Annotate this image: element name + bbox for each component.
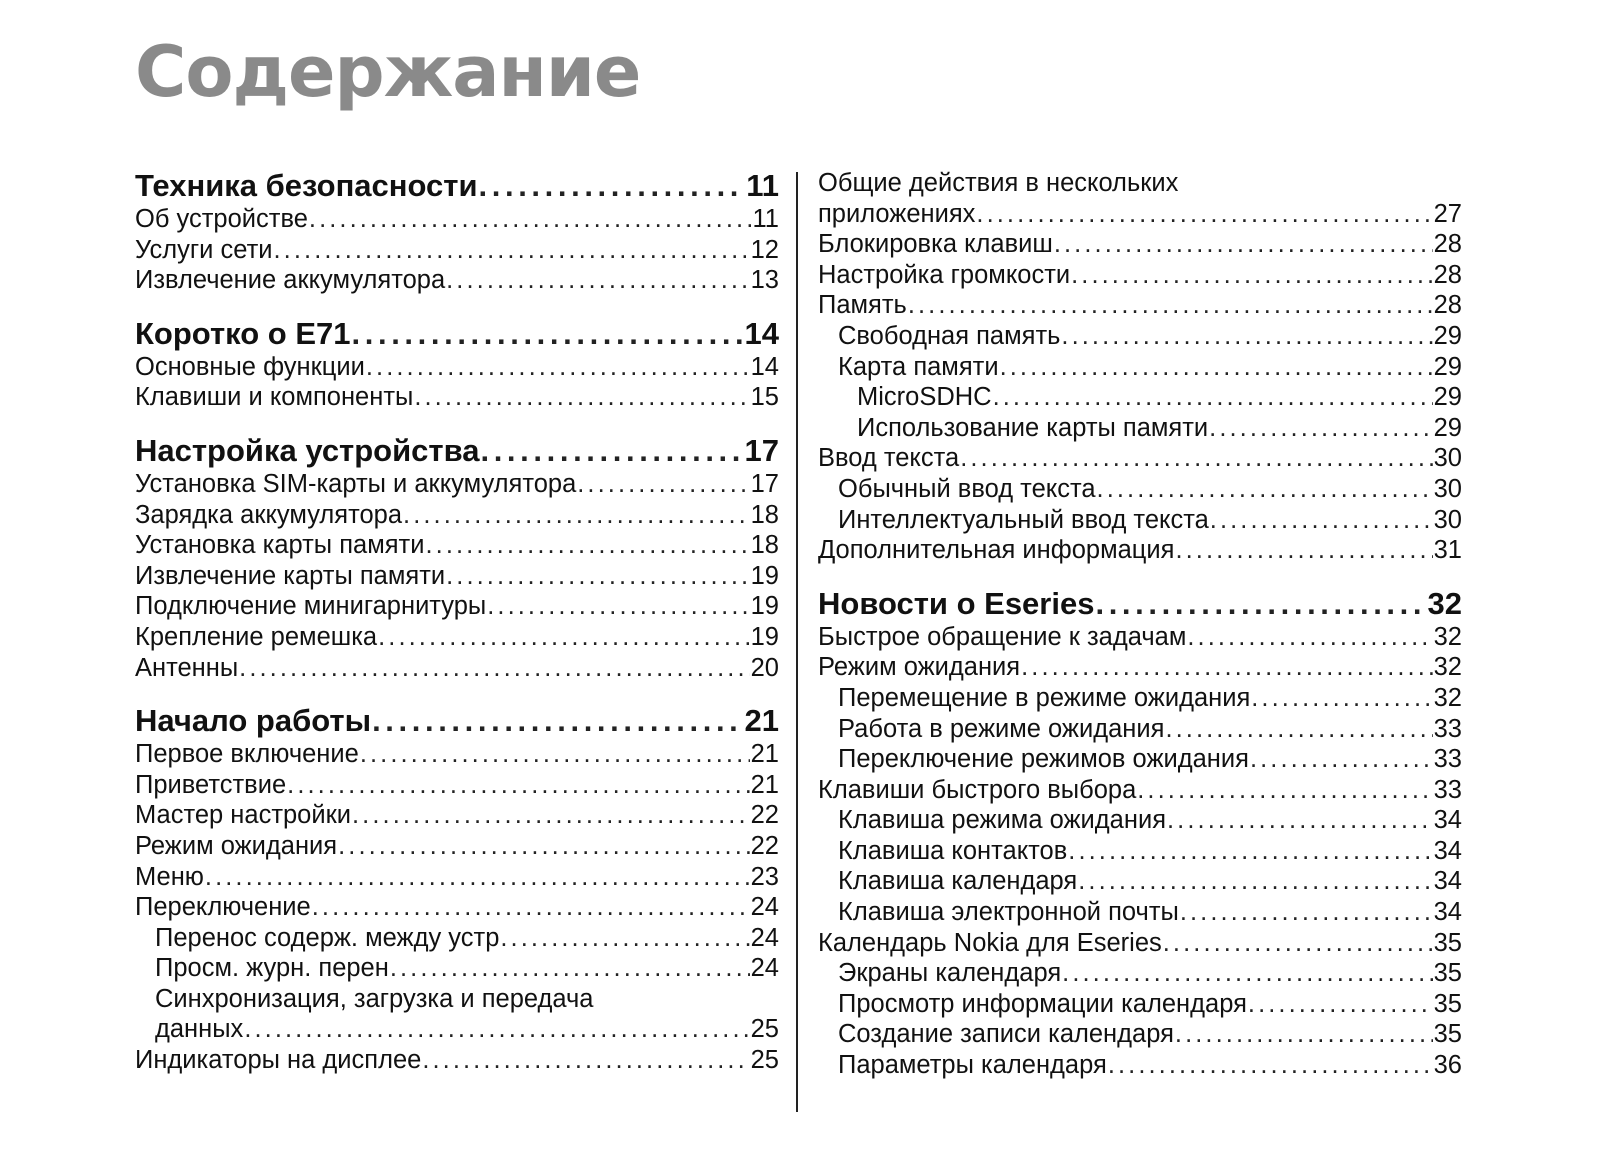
toc-page-number: 29 bbox=[1433, 321, 1462, 350]
toc-entry-label: MicroSDHC bbox=[857, 383, 992, 412]
toc-entry-label: Параметры календаря bbox=[838, 1051, 1107, 1080]
toc-entry[interactable] bbox=[135, 265, 779, 296]
dot-leader bbox=[1097, 474, 1433, 505]
toc-entry[interactable] bbox=[818, 622, 1462, 653]
toc-entry[interactable] bbox=[818, 652, 1462, 683]
dot-leader bbox=[487, 591, 749, 622]
toc-entry-label: Мастер настройки bbox=[135, 801, 352, 830]
toc-page-number: 34 bbox=[1433, 898, 1462, 927]
dot-leader bbox=[360, 739, 750, 770]
toc-page-number: 22 bbox=[750, 801, 779, 830]
toc-entry[interactable] bbox=[135, 561, 779, 592]
toc-entry-label: Установка SIM-карты и аккумулятора bbox=[135, 469, 577, 498]
toc-entry[interactable] bbox=[135, 500, 779, 531]
toc-page-number: 35 bbox=[1433, 959, 1462, 988]
toc-entry-label: Переключение bbox=[135, 893, 311, 922]
dot-leader bbox=[1021, 652, 1433, 683]
toc-entry[interactable] bbox=[818, 989, 1462, 1020]
toc-entry-label: Клавиши и компоненты bbox=[135, 383, 414, 412]
toc-entry[interactable] bbox=[135, 591, 779, 622]
page-title: Содержание bbox=[135, 31, 641, 113]
toc-entry-label: Настройка громкости bbox=[818, 260, 1071, 289]
toc-page-number: 33 bbox=[1433, 745, 1462, 774]
dot-leader bbox=[1062, 958, 1432, 989]
toc-entry-label: приложениях bbox=[818, 199, 976, 228]
toc-entry-label: Антенны bbox=[135, 653, 239, 682]
toc-page-number: 31 bbox=[1433, 536, 1462, 565]
toc-entry-label: Начало работы bbox=[135, 703, 372, 739]
toc-entry[interactable] bbox=[135, 1014, 779, 1045]
toc-chapter-heading[interactable] bbox=[135, 703, 779, 739]
toc-entry-label: Клавиша режима ожидания bbox=[838, 806, 1167, 835]
toc-page-number: 22 bbox=[750, 831, 779, 860]
dot-leader bbox=[366, 352, 750, 383]
toc-entry[interactable] bbox=[818, 382, 1462, 413]
toc-page-number: 34 bbox=[1433, 867, 1462, 896]
toc-entry[interactable] bbox=[818, 413, 1462, 444]
dot-leader bbox=[378, 622, 750, 653]
toc-entry-label: Создание записи календаря bbox=[838, 1020, 1174, 1049]
toc-page-number: 29 bbox=[1433, 352, 1462, 381]
toc-entry[interactable] bbox=[818, 775, 1462, 806]
toc-page-number: 14 bbox=[750, 352, 779, 381]
toc-entry-label: Извлечение аккумулятора bbox=[135, 266, 446, 295]
toc-entry[interactable] bbox=[818, 1050, 1462, 1081]
toc-page-number: 25 bbox=[750, 1015, 779, 1044]
dot-leader bbox=[312, 892, 750, 923]
toc-page-number: 32 bbox=[1427, 585, 1462, 621]
toc-entry[interactable] bbox=[818, 443, 1462, 474]
toc-page-number: 34 bbox=[1433, 836, 1462, 865]
dot-leader bbox=[1054, 229, 1433, 260]
dot-leader bbox=[479, 168, 746, 204]
toc-page-number: 30 bbox=[1433, 474, 1462, 503]
dot-leader bbox=[1108, 1050, 1433, 1081]
toc-entry-label: Клавиша календаря bbox=[838, 867, 1078, 896]
toc-page-number: 21 bbox=[750, 770, 779, 799]
toc-entry-label: Извлечение карты памяти bbox=[135, 561, 446, 590]
toc-chapter-heading[interactable] bbox=[818, 586, 1462, 622]
toc-page-number: 25 bbox=[750, 1046, 779, 1075]
toc-entry-label: данных bbox=[155, 1015, 244, 1044]
dot-leader bbox=[1167, 805, 1433, 836]
dot-leader bbox=[446, 561, 750, 592]
toc-page-number: 13 bbox=[750, 266, 779, 295]
dot-leader bbox=[274, 235, 750, 266]
toc-page-number: 11 bbox=[752, 205, 779, 233]
toc-entry[interactable] bbox=[135, 923, 779, 954]
toc-chapter-heading[interactable] bbox=[135, 316, 779, 352]
toc-entry[interactable] bbox=[135, 739, 779, 770]
toc-entry-label: Приветствие bbox=[135, 770, 287, 799]
toc-chapter-heading[interactable] bbox=[135, 433, 779, 469]
toc-page-number: 32 bbox=[1433, 683, 1462, 712]
column-divider bbox=[796, 172, 798, 1112]
toc-entry[interactable] bbox=[818, 1019, 1462, 1050]
dot-leader bbox=[205, 862, 750, 893]
dot-leader bbox=[352, 316, 744, 352]
toc-page-number: 19 bbox=[750, 592, 779, 621]
toc-entry-label: Индикаторы на дисплее bbox=[135, 1046, 422, 1075]
toc-entry[interactable] bbox=[135, 653, 779, 684]
toc-page-number: 33 bbox=[1433, 775, 1462, 804]
dot-leader bbox=[403, 500, 750, 531]
toc-entry[interactable] bbox=[135, 530, 779, 561]
dot-leader bbox=[352, 800, 750, 831]
toc-page-number: 30 bbox=[1433, 444, 1462, 473]
dot-leader bbox=[1180, 897, 1433, 928]
toc-entry-label: Настройка устройства bbox=[135, 432, 480, 468]
toc-entry[interactable] bbox=[818, 897, 1462, 928]
toc-entry[interactable] bbox=[818, 928, 1462, 959]
dot-leader bbox=[1000, 352, 1433, 383]
toc-entry-label: Использование карты памяти bbox=[857, 413, 1209, 442]
toc-entry-label: Перемещение в режиме ожидания bbox=[838, 683, 1251, 712]
toc-entry-label: Карта памяти bbox=[838, 352, 999, 381]
dot-leader bbox=[390, 953, 750, 984]
dot-leader bbox=[239, 653, 749, 684]
toc-entry-label: Техника безопасности bbox=[135, 168, 478, 203]
dot-leader bbox=[1210, 505, 1433, 536]
toc-page-number: 28 bbox=[1433, 230, 1462, 259]
dot-leader bbox=[244, 1014, 749, 1045]
dot-leader bbox=[1248, 989, 1433, 1020]
toc-page-number: 17 bbox=[744, 432, 779, 468]
dot-leader bbox=[1068, 836, 1432, 867]
toc-entry-label: Режим ожидания bbox=[818, 653, 1021, 682]
toc-entry-label: Ввод текста bbox=[818, 444, 960, 473]
toc-entry[interactable] bbox=[818, 958, 1462, 989]
toc-entry-label: Новости о Eseries bbox=[818, 585, 1095, 621]
toc-entry[interactable] bbox=[135, 892, 779, 923]
toc-page-number: 28 bbox=[1433, 291, 1462, 320]
toc-page-number: 24 bbox=[750, 893, 779, 922]
toc-page-number: 12 bbox=[750, 235, 779, 264]
toc-entry[interactable] bbox=[135, 770, 779, 801]
dot-leader bbox=[422, 1045, 749, 1076]
toc-entry-label: Быстрое обращение к задачам bbox=[818, 622, 1187, 651]
toc-entry-label: Свободная память bbox=[838, 321, 1061, 350]
toc-chapter-heading[interactable] bbox=[135, 168, 779, 204]
dot-leader bbox=[414, 382, 749, 413]
dot-leader bbox=[1061, 321, 1432, 352]
dot-leader bbox=[425, 530, 749, 561]
toc-entry[interactable] bbox=[818, 229, 1462, 260]
toc-entry[interactable] bbox=[818, 474, 1462, 505]
toc-entry-label: Клавиши быстрого выбора bbox=[818, 775, 1137, 804]
dot-leader bbox=[338, 831, 750, 862]
toc-entry-label: Об устройстве bbox=[135, 205, 308, 233]
toc-entry[interactable] bbox=[818, 260, 1462, 291]
toc-entry-label: Просмотр информации календаря bbox=[838, 989, 1247, 1018]
dot-leader bbox=[1187, 622, 1432, 653]
toc-entry-label: Дополнительная информация bbox=[818, 536, 1175, 565]
toc-entry-label: Подключение минигарнитуры bbox=[135, 592, 487, 621]
toc-page-number: 18 bbox=[750, 531, 779, 560]
toc-entry-label: Календарь Nokia для Eseries bbox=[818, 928, 1162, 957]
toc-entry-label: Клавиша электронной почты bbox=[838, 898, 1179, 927]
toc-entry-label: Клавиша контактов bbox=[838, 836, 1068, 865]
toc-entry-label: Память bbox=[818, 291, 907, 320]
toc-entry-label-line: Синхронизация, загрузка и передача bbox=[155, 984, 594, 1013]
toc-entry[interactable] bbox=[818, 714, 1462, 745]
dot-leader bbox=[1250, 744, 1433, 775]
toc-page-number: 18 bbox=[750, 500, 779, 529]
toc-page-number: 11 bbox=[746, 168, 779, 203]
toc-entry[interactable] bbox=[818, 805, 1462, 836]
toc-entry-label: Крепление ремешка bbox=[135, 622, 378, 651]
toc-entry[interactable] bbox=[135, 469, 779, 500]
toc-page-number: 32 bbox=[1433, 653, 1462, 682]
toc-right-column bbox=[818, 168, 1462, 1081]
toc-page-number: 21 bbox=[744, 703, 779, 739]
toc-entry-label: Услуги сети bbox=[135, 235, 273, 264]
toc-page-number: 29 bbox=[1433, 383, 1462, 412]
toc-page-number: 33 bbox=[1433, 714, 1462, 743]
toc-entry[interactable] bbox=[818, 321, 1462, 352]
toc-page-number: 21 bbox=[750, 740, 779, 769]
toc-page-number: 30 bbox=[1433, 505, 1462, 534]
dot-leader bbox=[1251, 683, 1432, 714]
toc-entry[interactable] bbox=[818, 683, 1462, 714]
toc-page-number: 36 bbox=[1433, 1051, 1462, 1080]
dot-leader bbox=[1175, 535, 1432, 566]
dot-leader bbox=[500, 923, 749, 954]
toc-entry-label: Режим ожидания bbox=[135, 831, 338, 860]
toc-entry[interactable] bbox=[818, 352, 1462, 383]
toc-page-number: 23 bbox=[750, 862, 779, 891]
toc-entry[interactable] bbox=[135, 204, 779, 235]
toc-entry-label: Перенос содерж. между устр bbox=[155, 923, 500, 952]
dot-leader bbox=[976, 199, 1432, 230]
toc-page-number: 19 bbox=[750, 622, 779, 651]
dot-leader bbox=[1078, 866, 1432, 897]
toc-page-number: 15 bbox=[750, 383, 779, 412]
dot-leader bbox=[1175, 1019, 1433, 1050]
toc-page-number: 32 bbox=[1433, 622, 1462, 651]
dot-leader bbox=[1095, 586, 1426, 622]
toc-entry[interactable] bbox=[818, 836, 1462, 867]
toc-entry-label: Зарядка аккумулятора bbox=[135, 500, 403, 529]
dot-leader bbox=[446, 265, 749, 296]
toc-entry-label: Меню bbox=[135, 862, 204, 891]
toc-entry[interactable] bbox=[818, 744, 1462, 775]
toc-entry[interactable] bbox=[135, 1045, 779, 1076]
toc-entry-label-line: Общие действия в нескольких bbox=[818, 169, 1179, 197]
dot-leader bbox=[993, 382, 1433, 413]
dot-leader bbox=[960, 443, 1432, 474]
toc-entry[interactable] bbox=[135, 831, 779, 862]
toc-page-number: 34 bbox=[1433, 806, 1462, 835]
toc-left-column bbox=[135, 168, 779, 1076]
toc-entry-label: Просм. журн. перен bbox=[155, 954, 389, 983]
dot-leader bbox=[1209, 413, 1432, 444]
toc-entry[interactable] bbox=[818, 290, 1462, 321]
toc-page-number: 20 bbox=[750, 653, 779, 682]
toc-page-number: 24 bbox=[750, 954, 779, 983]
toc-entry[interactable] bbox=[818, 866, 1462, 897]
dot-leader bbox=[577, 469, 749, 500]
toc-page-number: 35 bbox=[1433, 928, 1462, 957]
toc-page-number: 28 bbox=[1433, 260, 1462, 289]
dot-leader bbox=[908, 290, 1433, 321]
toc-entry-label: Установка карты памяти bbox=[135, 531, 425, 560]
toc-entry[interactable] bbox=[818, 505, 1462, 536]
toc-entry[interactable] bbox=[135, 622, 779, 653]
dot-leader bbox=[287, 770, 749, 801]
toc-entry[interactable] bbox=[135, 800, 779, 831]
toc-page-number: 24 bbox=[750, 923, 779, 952]
toc-entry[interactable] bbox=[135, 382, 779, 413]
dot-leader bbox=[372, 703, 743, 739]
dot-leader bbox=[309, 204, 752, 235]
toc-page-number: 29 bbox=[1433, 413, 1462, 442]
toc-entry[interactable] bbox=[135, 953, 779, 984]
toc-page-number: 19 bbox=[750, 561, 779, 590]
toc-entry-label: Блокировка клавиш bbox=[818, 230, 1053, 259]
toc-entry-label: Работа в режиме ожидания bbox=[838, 714, 1165, 743]
dot-leader bbox=[1163, 928, 1433, 959]
toc-page-number: 35 bbox=[1433, 989, 1462, 1018]
toc-entry[interactable] bbox=[818, 535, 1462, 566]
toc-entry[interactable] bbox=[135, 352, 779, 383]
toc-page-number: 14 bbox=[744, 315, 779, 351]
toc-entry[interactable] bbox=[135, 862, 779, 893]
toc-page-number: 35 bbox=[1433, 1020, 1462, 1049]
dot-leader bbox=[1071, 260, 1433, 291]
toc-entry-label: Интеллектуальный ввод текста bbox=[838, 505, 1209, 534]
toc-entry-label: Экраны календаря bbox=[838, 959, 1062, 988]
toc-entry[interactable] bbox=[818, 199, 1462, 230]
toc-entry-label: Обычный ввод текста bbox=[838, 474, 1096, 503]
toc-entry-label: Основные функции bbox=[135, 352, 365, 381]
toc-entry-label: Переключение режимов ожидания bbox=[838, 745, 1249, 774]
dot-leader bbox=[1165, 714, 1432, 745]
toc-entry-label: Коротко о E71 bbox=[135, 315, 351, 351]
toc-entry[interactable] bbox=[135, 235, 779, 266]
toc-page-number: 17 bbox=[750, 469, 779, 498]
dot-leader bbox=[480, 433, 743, 469]
dot-leader bbox=[1137, 775, 1432, 806]
toc-entry-label: Первое включение bbox=[135, 740, 359, 769]
toc-page-number: 27 bbox=[1433, 199, 1462, 228]
